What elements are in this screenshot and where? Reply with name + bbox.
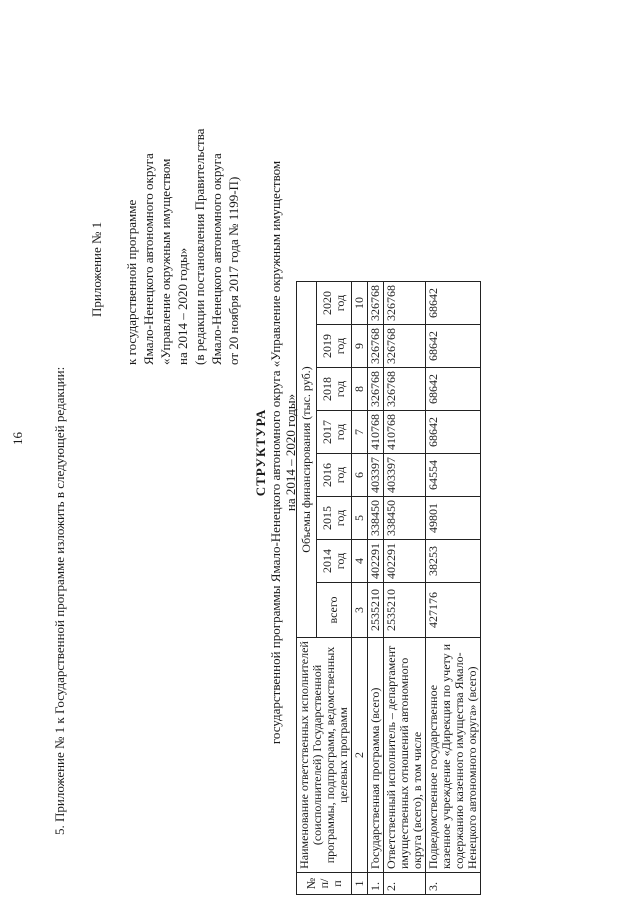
header-name: Наименование ответственных исполнителей (соисполнителей) Государственной программы, подпрограмм, ведомственных целевых программ	[297, 638, 352, 873]
row-value: 2535210	[368, 583, 384, 638]
row-value: 49801	[426, 497, 481, 540]
row-value: 338450	[368, 497, 384, 540]
index-cell: 4	[352, 540, 368, 583]
header-year: 2014 год	[316, 540, 351, 583]
page-number: 16	[10, 432, 25, 445]
appendix-line: Ямало-Ненецкого автономного округа	[209, 153, 224, 365]
header-year: 2019 год	[316, 325, 351, 368]
index-cell: 9	[352, 325, 368, 368]
row-value: 68642	[426, 411, 481, 454]
document-title-block	[253, 0, 298, 905]
document-subtitle: государственной программы Ямало-Ненецкого автономного округа «Управление окружным имуществом	[268, 160, 283, 745]
row-name: Ответственный исполнитель – департамент имущественных отношений автономного округа (всего), в том числе	[384, 638, 426, 873]
row-value: 68642	[426, 368, 481, 411]
index-cell: 1	[352, 873, 368, 895]
header-no: № п/п	[297, 873, 352, 895]
row-value: 402291	[368, 540, 384, 583]
appendix-line: (в редакции постановления Правительства	[192, 128, 207, 365]
intro-text: 5. Приложение № 1 к Государственной программе изложить в следующей редакции:	[52, 366, 67, 835]
header-total: всего	[316, 583, 351, 638]
row-value: 2535210	[384, 583, 426, 638]
row-value: 68642	[426, 325, 481, 368]
table-row	[384, 282, 426, 895]
row-value: 326768	[368, 368, 384, 411]
row-value: 326768	[384, 325, 426, 368]
row-value: 403397	[368, 454, 384, 497]
appendix-line: к государственной программе	[124, 199, 139, 365]
row-value: 38253	[426, 540, 481, 583]
row-number: 3.	[426, 873, 481, 895]
header-year: 2018 год	[316, 368, 351, 411]
table-row	[426, 282, 481, 895]
index-cell: 2	[352, 638, 368, 873]
row-number: 1.	[368, 873, 384, 895]
document-subtitle: на 2014 – 2020 годы»	[283, 393, 298, 512]
index-cell: 3	[352, 583, 368, 638]
row-value: 326768	[368, 282, 384, 325]
appendix-line: «Управление окружным имуществом	[158, 158, 173, 365]
header-volume: Объемы финансирования (тыс. руб.)	[297, 282, 317, 638]
header-year: 2016 год	[316, 454, 351, 497]
document-title: СТРУКТУРА	[253, 408, 268, 497]
row-value: 326768	[368, 325, 384, 368]
row-value: 326768	[384, 368, 426, 411]
row-value: 64554	[426, 454, 481, 497]
index-cell: 5	[352, 497, 368, 540]
header-year: 2020 год	[316, 282, 351, 325]
appendix-block	[88, 65, 242, 365]
header-year: 2015 год	[316, 497, 351, 540]
appendix-line: от 20 ноября 2017 года № 1199-П)	[226, 176, 241, 365]
row-value: 410768	[384, 411, 426, 454]
header-year: 2017 год	[316, 411, 351, 454]
index-cell: 6	[352, 454, 368, 497]
row-number: 2.	[384, 873, 426, 895]
appendix-line: на 2014 – 2020 годы»	[175, 247, 190, 365]
table-row	[368, 282, 384, 895]
structure-table	[296, 281, 481, 895]
appendix-line: Ямало-Ненецкого автономного округа	[141, 153, 156, 365]
row-value: 68642	[426, 282, 481, 325]
appendix-title: Приложение № 1	[89, 221, 104, 317]
index-cell: 10	[352, 282, 368, 325]
row-name: Государственная программа (всего)	[368, 638, 384, 873]
row-value: 403397	[384, 454, 426, 497]
row-value: 326768	[384, 282, 426, 325]
row-value: 410768	[368, 411, 384, 454]
row-value: 427176	[426, 583, 481, 638]
index-row	[352, 282, 368, 895]
index-cell: 8	[352, 368, 368, 411]
row-value: 402291	[384, 540, 426, 583]
row-value: 338450	[384, 497, 426, 540]
table-header-row	[297, 282, 317, 895]
index-cell: 7	[352, 411, 368, 454]
row-name: Подведомственное государственное казенное учреждение «Дирекция по учету и содержанию казенного имущества Ямало-Ненецкого автономного округа» (всего)	[426, 638, 481, 873]
